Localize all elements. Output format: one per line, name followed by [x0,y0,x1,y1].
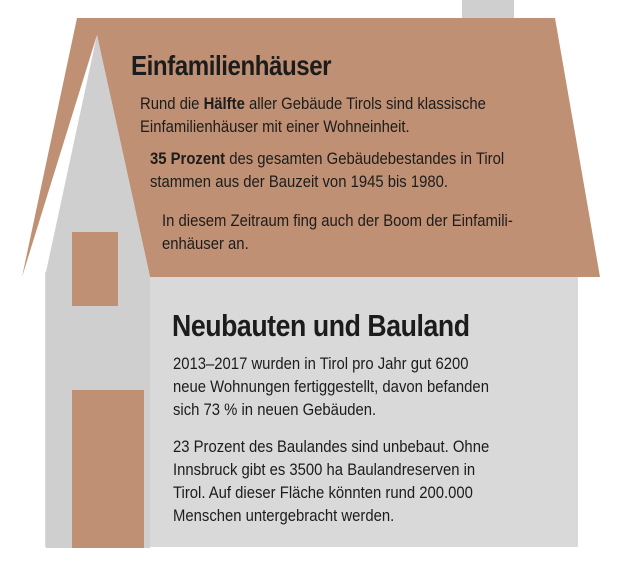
text-line: 2013–2017 wurden in Tirol pro Jahr gut 6200 [173,355,469,373]
text-line: In diesem Zeitraum fing auch der Boom der Einfamili- [162,212,513,230]
text-segment: Rund die [140,95,204,113]
section-title-einfamilienhaeuser: Einfamilienhäuser [131,50,332,81]
text-line: 23 Prozent des Baulandes sind unbebaut. Ohne [173,438,490,456]
text-line: Menschen untergebracht werden. [173,507,395,525]
text-line: stammen aus der Bauzeit von 1945 bis 1980. [150,173,449,191]
text-line: Tirol. Auf dieser Fläche könnten rund 200.000 [173,484,473,502]
paragraph-boom [162,210,549,256]
paragraph-35-prozent [150,148,528,194]
house-door [72,390,144,548]
text-line: neue Wohnungen fertiggestellt, davon befanden [173,378,489,396]
text-segment: des gesamten Gebäudebestandes in Tirol [225,150,505,168]
paragraph-wohnungen [173,353,565,422]
section-title-neubauten: Neubauten und Bauland [172,308,470,343]
house-window [72,232,118,306]
paragraph-haelfte [140,93,518,139]
text-line: sich 73 % in neuen Gebäuden. [173,401,377,419]
text-line: Einfamilienhäuser mit einer Wohneinheit. [140,118,410,136]
bold-haelfte: Hälfte [203,95,245,113]
bold-35-prozent: 35 Prozent [150,150,226,168]
text-line: Innsbruck gibt es 3500 ha Baulandreserven in [173,461,476,479]
paragraph-bauland [173,436,565,528]
text-segment: aller Gebäude Tirols sind klassische [244,95,486,113]
text-line: enhäuser an. [162,235,249,253]
